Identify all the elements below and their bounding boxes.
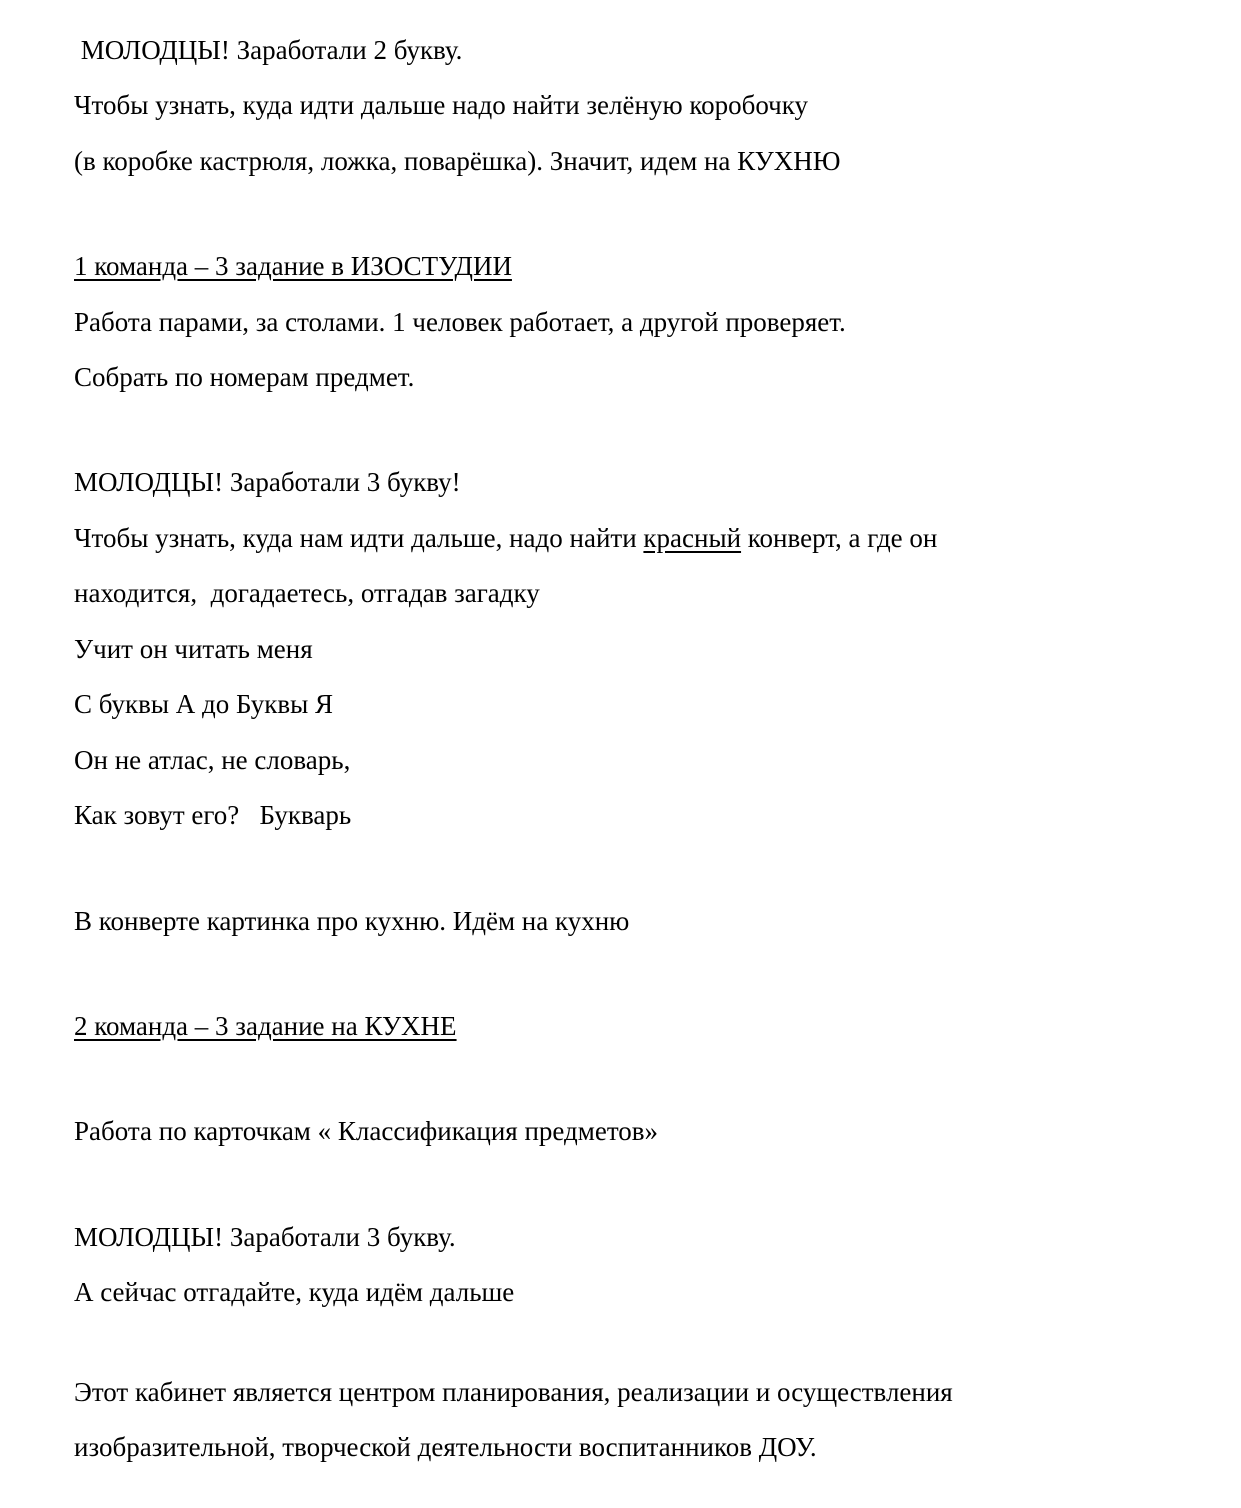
riddle-line-2: С буквы А до Буквы Я [74, 689, 334, 719]
praise-line-2: МОЛОДЦЫ! Заработали 2 букву. [74, 35, 463, 65]
hint-text-before: Чтобы узнать, куда нам идти дальше, надо найти [74, 523, 644, 553]
riddle-line-4: Как зовут его? Букварь [74, 800, 352, 830]
hint-line-green-box: Чтобы узнать, куда идти дальше надо найти зелёную коробочку [74, 90, 808, 120]
team1-task3-heading: 1 команда – 3 задание в ИЗОСТУДИИ [74, 251, 512, 281]
hint-line-riddle: находится, догадаетесь, отгадав загадку [74, 578, 540, 608]
cabinet-description-line-1: Этот кабинет является центром планирования, реализации и осуществления [74, 1377, 953, 1407]
cards-task-line: Работа по карточкам « Классификация предметов» [74, 1116, 659, 1146]
task-description-pairs: Работа парами, за столами. 1 человек работает, а другой проверяет. [74, 307, 846, 337]
hint-text-after: конверт, а где он [741, 523, 938, 553]
praise-line-3: МОЛОДЦЫ! Заработали 3 букву! [74, 467, 461, 497]
hint-line-red-envelope [74, 522, 937, 554]
task-description-assemble: Собрать по номерам предмет. [74, 362, 415, 392]
hint-line-kitchen: (в коробке кастрюля, ложка, поварёшка). Значит, идем на КУХНЮ [74, 146, 841, 176]
guess-next-line: А сейчас отгадайте, куда идём дальше [74, 1277, 515, 1307]
riddle-line-1: Учит он читать меня [74, 634, 313, 664]
envelope-picture-line: В конверте картинка про кухню. Идём на кухню [74, 906, 630, 936]
praise-line-3b: МОЛОДЦЫ! Заработали 3 букву. [74, 1222, 456, 1252]
riddle-line-3: Он не атлас, не словарь, [74, 745, 351, 775]
cabinet-description-line-2: изобразительной, творческой деятельности воспитанников ДОУ. [74, 1432, 817, 1462]
red-word: красный [643, 523, 742, 553]
team2-task3-heading: 2 команда – 3 задание на КУХНЕ [74, 1011, 457, 1041]
